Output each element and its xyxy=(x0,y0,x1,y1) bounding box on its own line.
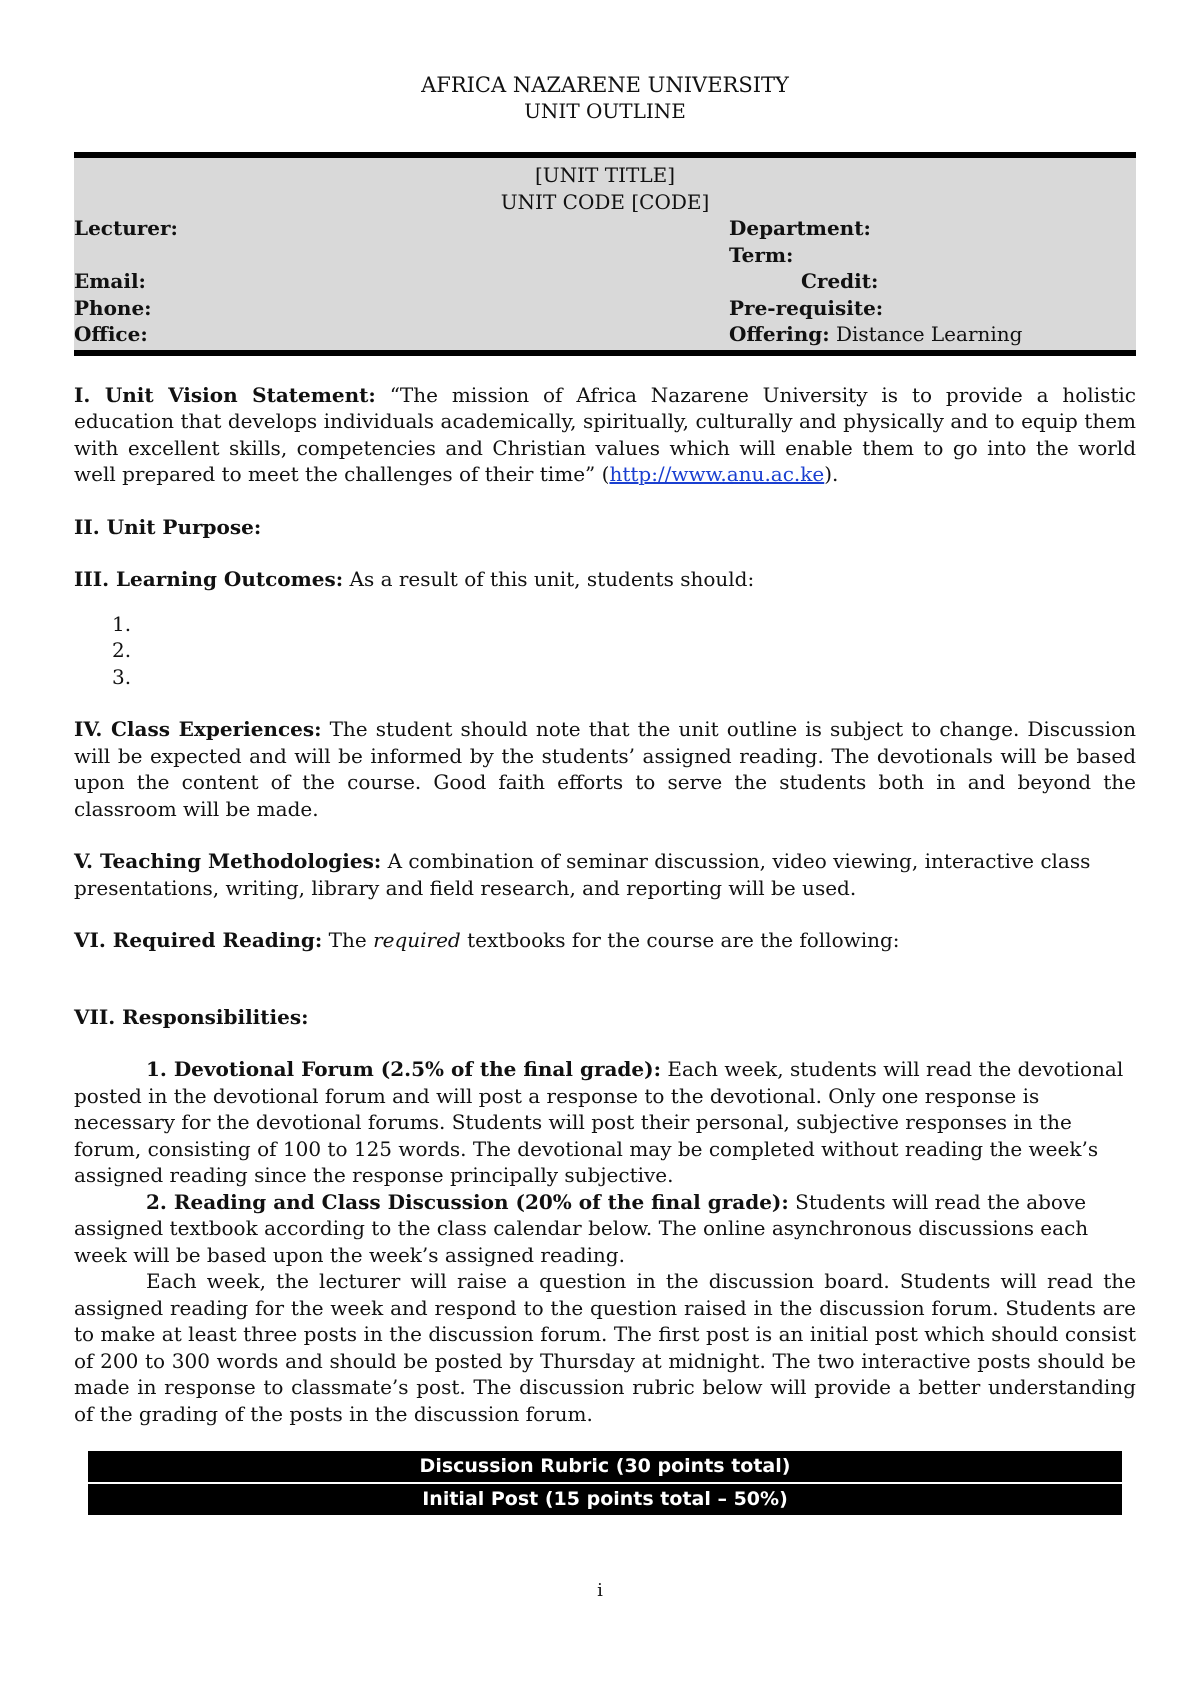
reading-pre: The xyxy=(328,928,367,952)
discussion-heading: 2. Reading and Class Discussion (20% of the final grade): xyxy=(146,1189,789,1214)
list-item: 3. xyxy=(112,664,132,689)
list-item: 2. xyxy=(112,638,132,662)
unit-info-box xyxy=(74,152,1136,356)
reading-post: textbooks for the course are the following: xyxy=(467,928,900,952)
department-label: Department: xyxy=(729,216,871,240)
email-label: Email: xyxy=(74,269,146,293)
reading-discussion xyxy=(74,1189,1136,1269)
reading-em: required xyxy=(373,928,461,952)
document-type: UNIT OUTLINE xyxy=(524,99,686,123)
credit-label: Credit: xyxy=(801,269,879,293)
methodologies-heading: V. Teaching Methodologies: xyxy=(74,849,382,873)
required-reading xyxy=(74,927,1136,954)
lecturer-label: Lecturer: xyxy=(74,216,178,240)
prerequisite-label: Pre-requisite: xyxy=(729,295,884,320)
vision-text: “The mission of Africa Nazarene University is to provide a holistic education that develops individuals academically, spiritually, culturally and physically and to equip them with excellent skills, competencies and Christian values which will enable them to go into the world well prepared to meet the challenges of their time” ( xyxy=(74,382,1137,486)
learning-outcomes xyxy=(74,566,1136,593)
rubric-title: Discussion Rubric (30 points total) xyxy=(88,1451,1122,1484)
discussion-details: Each week, the lecturer will raise a question in the discussion board. Students will read the assigned reading for the week and respond to the question raised in the discussion forum. Students are to make at least three posts in the discussion forum. The first post is an initial post which should consist of 200 to 300 words and should be posted by Thursday at midnight. The two interactive posts should be made in response to classmate’s post. The discussion rubric below will provide a better understanding of the grading of the posts in the discussion forum. xyxy=(74,1269,1136,1426)
outcomes-list xyxy=(74,611,1136,691)
document-page xyxy=(74,72,1136,1517)
vision-statement xyxy=(74,382,1136,488)
purpose-heading: II. Unit Purpose: xyxy=(74,514,262,539)
discussion-rubric-table xyxy=(88,1451,1122,1517)
vision-close: ). xyxy=(824,462,839,486)
phone-label: Phone: xyxy=(74,295,152,320)
experiences-text: The student should note that the unit outline is subject to change. Discussion will be expected and will be informed by the students’ assigned reading. The devotionals will be based upon the content of the course. Good faith efforts to serve the students both in and beyond the classroom will be made. xyxy=(74,717,1136,821)
outcomes-heading: III. Learning Outcomes: xyxy=(74,567,344,591)
unit-title: [UNIT TITLE] xyxy=(534,163,676,187)
office-label: Office: xyxy=(74,322,148,346)
offering-value: Distance Learning xyxy=(835,322,1023,346)
rubric-subtitle: Initial Post (15 points total – 50%) xyxy=(88,1484,1122,1517)
vision-heading: I. Unit Vision Statement: xyxy=(74,382,376,407)
list-item: 1. xyxy=(112,611,132,636)
responsibilities-heading: VII. Responsibilities: xyxy=(74,1004,309,1029)
offering-label: Offering: xyxy=(729,322,830,346)
class-experiences xyxy=(74,716,1136,822)
outcomes-text: As a result of this unit, students should: xyxy=(349,567,755,591)
university-name: AFRICA NAZARENE UNIVERSITY xyxy=(421,73,789,97)
teaching-methodologies xyxy=(74,848,1136,901)
university-website-link[interactable]: http://www.anu.ac.ke xyxy=(609,462,825,486)
term-label: Term: xyxy=(729,242,794,267)
discussion-text: Students will read the above assigned textbook according to the class calendar below. The online asynchronous discussions each week will be based upon the week’s assigned reading. xyxy=(74,1189,1089,1267)
page-number: i xyxy=(597,1580,603,1601)
experiences-heading: IV. Class Experiences: xyxy=(74,717,322,741)
devotional-heading: 1. Devotional Forum (2.5% of the final grade): xyxy=(146,1057,661,1081)
reading-heading: VI. Required Reading: xyxy=(74,928,323,952)
devotional-forum xyxy=(74,1056,1136,1189)
devotional-text: Each week, students will read the devotional posted in the devotional forum and will post a response to the devotional. Only one response is necessary for the devotional forums. Students will post their personal, subjective responses in the forum, consisting of 100 to 125 words. The devotional may be completed without reading the week’s assigned reading since the response principally subjective. xyxy=(74,1057,1124,1187)
methodologies-text: A combination of seminar discussion, video viewing, interactive class presentations, writing, library and field research, and reporting will be used. xyxy=(74,849,1091,900)
unit-code: UNIT CODE [CODE] xyxy=(500,189,710,214)
